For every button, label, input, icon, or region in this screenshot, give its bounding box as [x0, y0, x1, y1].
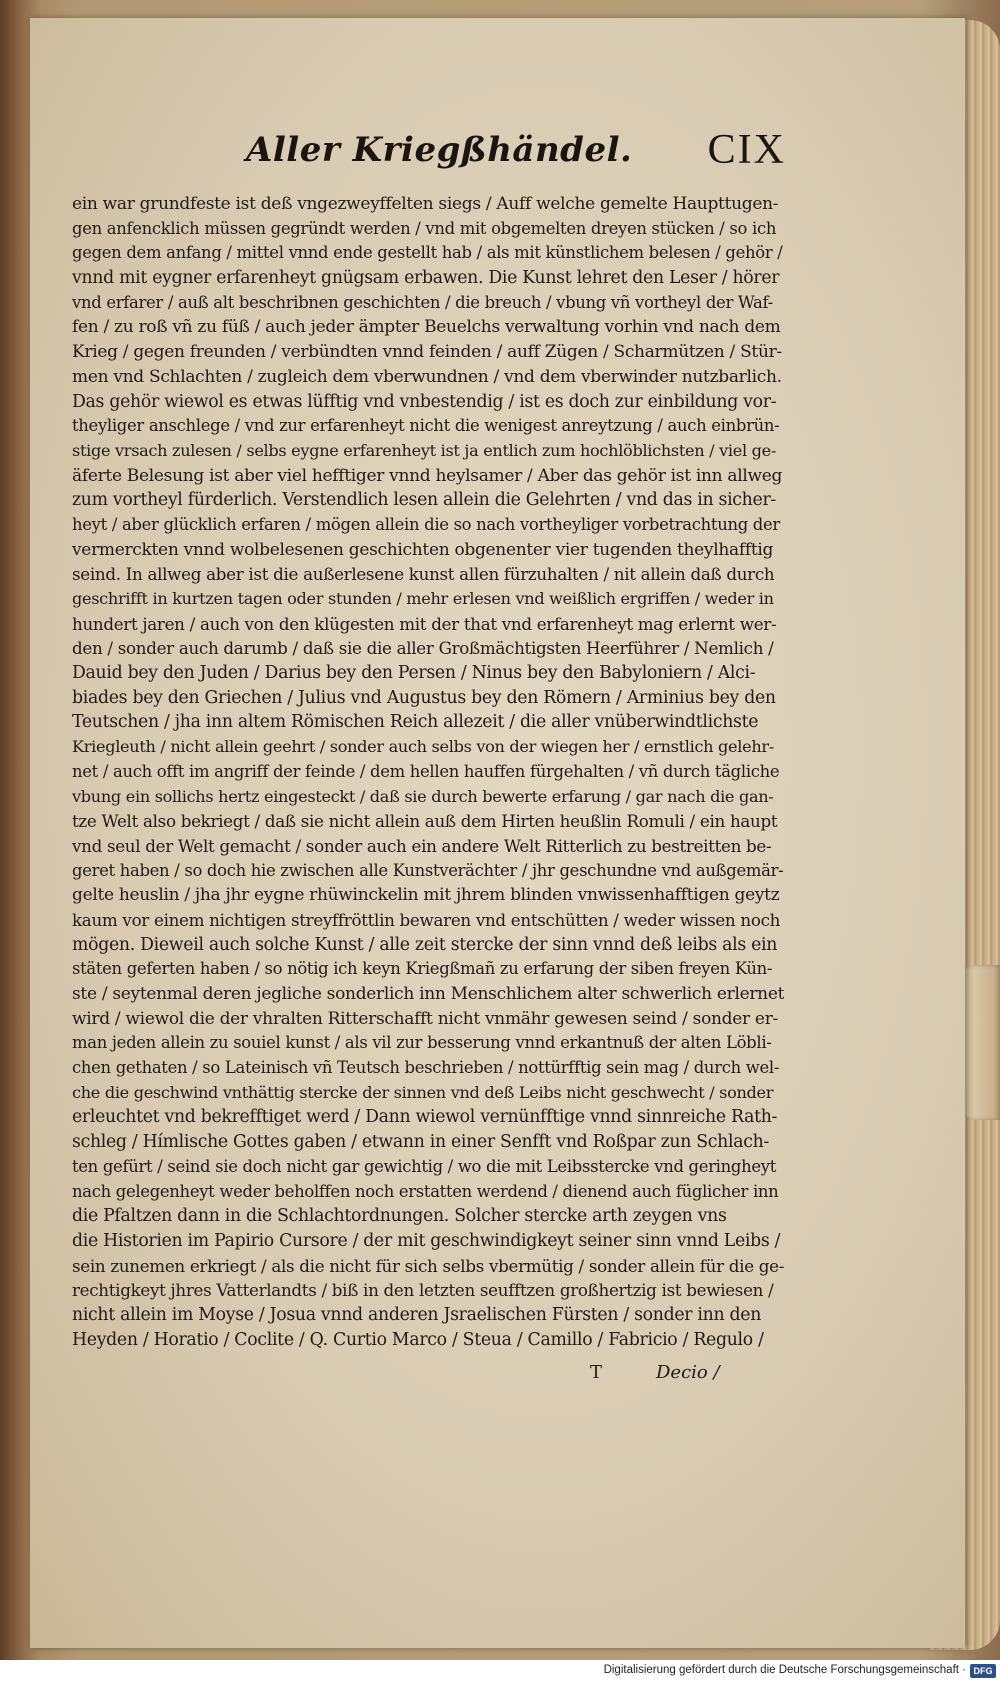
- text-line: gelte heuslin / jha jhr eygne rhüwinckelin mit jhrem blinden vnwissenhafftigen geytz: [72, 885, 780, 906]
- text-line: rechtigkeyt jhres Vatterlandts / biß in den letzten seufftzen großhertzig ist bewiesen /: [72, 1280, 774, 1301]
- text-line: chen gethaten / so Lateinisch vñ Teutsch beschrieben / nottürfftig sein mag / durch wel-: [72, 1058, 780, 1078]
- text-line: vnd erfarer / auß alt beschribnen geschichten / die breuch / vbung vñ vortheyl der Waf-: [72, 292, 773, 312]
- text-line: schleg / Hímlische Gottes gaben / etwann in einer Senfft vnd Roßpar zun Schlach-: [72, 1132, 769, 1153]
- text-line: die Historien im Papirio Cursore / der mit geschwindigkeyt seiner sinn vnnd Leibs /: [72, 1230, 781, 1251]
- text-line: sein zunemen erkriegt / als die nicht für sich selbs vbermütig / sonder allein für die ge-: [72, 1255, 784, 1276]
- text-line: net / auch offt im angriff der feinde / dem hellen hauffen fürgehalten / vñ durch tägliche: [72, 761, 780, 781]
- text-line: vbung ein sollichs hertz eingesteckt / daß sie durch bewerte erfarung / gar nach die gan-: [72, 786, 774, 806]
- signature-mark: T: [590, 1362, 603, 1383]
- text-line: erleuchtet vnd bekrefftiget werd / Dann wiewol vernünfftige vnnd sinnreiche Rath-: [72, 1107, 778, 1128]
- text-line: fen / zu roß vñ zu füß / auch jeder ämpter Beuelchs verwaltung vorhin vnd nach dem: [72, 317, 781, 338]
- text-line: kaum vor einem nichtigen streyffröttlin bewaren vnd entschütten / weder wissen noch: [72, 909, 781, 930]
- text-line: Dauid bey den Juden / Darius bey den Persen / Ninus bey den Babyloniern / Alci-: [72, 663, 756, 684]
- text-line: nicht allein im Moyse / Josua vnnd anderen Jsraelischen Fürsten / sonder inn den: [72, 1304, 762, 1325]
- running-header: [246, 127, 786, 180]
- catchword: Decio /: [656, 1362, 720, 1383]
- dfg-logo: DFG: [970, 1664, 996, 1678]
- text-line: vermerckten vnnd wolbelesenen geschichten obgenenter vier tugenden theylhafftig: [72, 539, 774, 560]
- text-line: gegen dem anfang / mittel vnnd ende gestellt hab / als mit künstlichem belesen / gehör /: [72, 243, 783, 263]
- body-text: [72, 192, 784, 1352]
- text-line: stäten geferten haben / so nötig ich keyn Kriegßmañ zu erfarung der siben freyen Kün-: [72, 959, 773, 979]
- text-line: Krieg / gegen freunden / verbündten vnnd feinden / auff Zügen / Scharmützen / Stür-: [72, 342, 782, 363]
- text-line: Das gehör wiewol es etwas lüfftig vnd vnbestendig / ist es doch zur einbildung vor-: [72, 391, 777, 412]
- text-line: den / sonder auch darumb / daß sie die aller Großmächtigsten Heerführer / Nemlich /: [72, 638, 774, 659]
- text-line: vnd seul der Welt gemacht / sonder auch ein andere Welt Ritterlich zu bestreitten be-: [72, 835, 772, 856]
- text-line: ste / seytenmal deren jegliche sonderlich inn Menschlichem alter schwerlich erlernet: [72, 984, 784, 1004]
- text-line: tze Welt also bekriegt / daß sie nicht allein auß dem Hirten heußlin Romuli / ein haupt: [72, 811, 778, 832]
- text-line: gen anfencklich müssen gegründt werden / vnd mit obgemelten dreyen stücken / so ich: [72, 218, 777, 238]
- text-line: die Pfaltzen dann in die Schlachtordnungen. Solcher stercke arth zeygen vns: [72, 1206, 727, 1227]
- text-line: heyt / aber glücklich erfaren / mögen allein die so nach vortheyliger vorbetrachtung der: [72, 514, 780, 534]
- folio-number: CIX: [707, 127, 786, 173]
- text-line: hundert jaren / auch von den klügesten mit der that vnd erfarenheyt mag erlernt wer-: [72, 613, 777, 634]
- text-line: nach gelegenheyt weder beholffen noch erstatten werdend / dienend auch füglicher inn: [72, 1181, 779, 1201]
- text-line: che die geschwind vnthättig stercke der sinnen vnd deß Leibs nicht geschwecht / sonder: [72, 1082, 774, 1102]
- footer-bar: [0, 1660, 1000, 1683]
- text-line: Teutschen / jha inn altem Römischen Reich allezeit / die aller vnüberwindtlichste: [72, 712, 759, 733]
- text-line: seind. In allweg aber ist die außerlesene kunst allen fürzuhalten / nit allein daß durch: [72, 564, 775, 585]
- text-line: geret haben / so doch hie zwischen alle Kunstverächter / jhr geschundne vnd außgemär-: [72, 860, 784, 880]
- text-line: wird / wiewol die der vhralten Ritterschafft nicht vnmähr gewesen seind / sonder er-: [72, 1008, 778, 1029]
- running-title: Aller Kriegßhändel.: [246, 130, 633, 170]
- footer-credit: Digitalisierung gefördert durch die Deutsche Forschungsgemeinschaft ·: [603, 1664, 966, 1676]
- text-line: Kriegleuth / nicht allein geehrt / sonder auch selbs von der wiegen her / ernstlich gelehr-: [72, 737, 774, 757]
- text-line: äferte Belesung ist aber viel hefftiger vnnd heylsamer / Aber das gehör ist inn allweg: [72, 465, 783, 486]
- catchline: [590, 1362, 790, 1388]
- text-line: biades bey den Griechen / Julius vnd Augustus bey den Römern / Arminius bey den: [72, 687, 776, 708]
- text-line: Heyden / Horatio / Coclite / Q. Curtio Marco / Steua / Camillo / Fabricio / Regulo /: [72, 1329, 764, 1350]
- text-line: ten gefürt / seind sie doch nicht gar gewichtig / wo die mit Leibsstercke vnd geringheyt: [72, 1156, 776, 1176]
- text-line: vnnd mit eygner erfarenheyt gnügsam erbawen. Die Kunst lehret den Leser / hörer: [72, 268, 780, 289]
- text-line: mögen. Dieweil auch solche Kunst / alle zeit stercke der sinn vnnd deß leibs als ein: [72, 934, 778, 955]
- text-line: ein war grundfeste ist deß vngezweyffelten siegs / Auff welche gemelte Haupttugen-: [72, 194, 779, 214]
- text-line: man jeden allein zu souiel kunst / als vil zur besserung vnnd erkantnuß der alten Löbli-: [72, 1033, 772, 1053]
- text-line: theyliger anschlege / vnd zur erfarenheyt nicht die wenigest anreytzung / auch einbrün-: [72, 416, 780, 436]
- text-line: geschrifft in kurtzen tagen oder stunden / mehr erlesen vnd weißlich ergriffen / weder in: [72, 589, 774, 608]
- text-line: zum vortheyl fürderlich. Verstendlich lesen allein die Gelehrten / vnd das in sicher-: [72, 490, 776, 511]
- text-line: men vnd Schlachten / zugleich dem vberwundnen / vnd dem vberwinder nutzbarlich.: [72, 366, 782, 387]
- text-line: stige vrsach zulesen / selbs eygne erfarenheyt ist ja entlich zum hochlöblichsten / viel ge-: [72, 440, 776, 460]
